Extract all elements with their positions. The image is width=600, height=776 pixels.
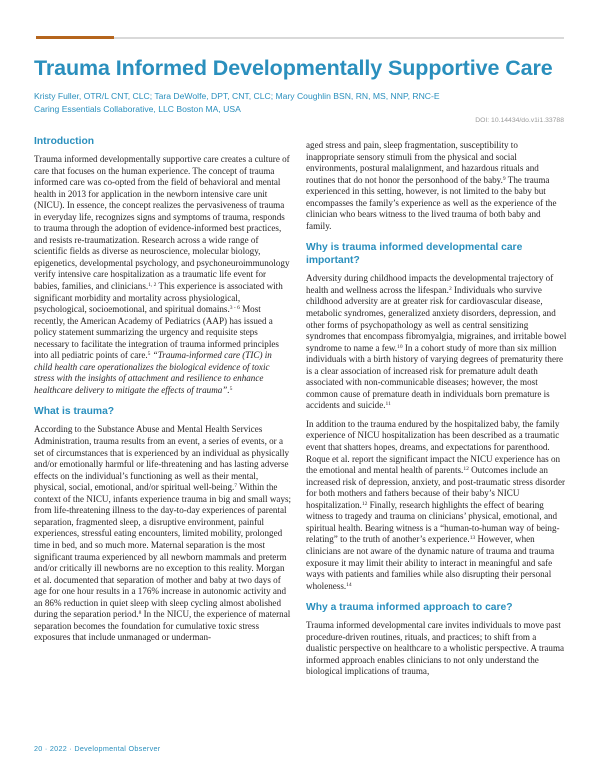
- header-divider-rule: [114, 37, 564, 39]
- why-important-paragraph-1: [306, 273, 568, 412]
- text-run: In the NICU, the experience of maternal separation becomes the foundation for cumulative toxic stress exposures that include unmanaged or underman-: [34, 609, 291, 643]
- text-run: aged stress and pain, sleep fragmentation, susceptibility to inappropriate sensory stimuli from the physical and social environments, postural malalignment, and hazardous rituals and routines that do not honor the personhood of the baby.: [306, 140, 539, 185]
- author-affiliation: Caring Essentials Collaborative, LLC Boston MA, USA: [34, 103, 241, 114]
- author-names: Kristy Fuller, OTR/L CNT, CLC; Tara DeWolfe, DPT, CNT, CLC; Mary Coughlin BSN, RN, MS, NNP, RNC-E: [34, 91, 440, 101]
- citation: 10: [397, 343, 403, 350]
- text-run: Outcomes include an increased risk of depression, anxiety, and post-traumatic stress disorder for both mothers and fathers because of their baby’s NICU hospitalization.: [306, 465, 566, 510]
- aap-quote: “Trauma-informed care (TIC) in child health care operationalizes the biological evidence of toxic stress with the insights of attachment and resilience to enhance healthcare delivery to mitigate the effects of trauma”.: [34, 350, 272, 395]
- section-heading-why-important: Why is trauma informed developmental care important?: [306, 242, 523, 267]
- text-run: In a cohort study of more than six million individuals with a birth history of varying degrees of prematurity there is a clear association of increased risk for premature adult death associated with non-communicable diseases; however, the most common cause of premature death in individuals born premature is accidents and suicide.: [306, 342, 564, 411]
- author-block: [34, 90, 440, 115]
- section-heading-why-approach: Why a trauma informed approach to care?: [306, 602, 513, 614]
- citation: 12: [361, 500, 368, 507]
- text-run: Individuals who survive childhood adversity are at greater risk for cardiovascular disease, metabolic syndromes, generalized anxiety disorders, depression, and other forms of psychopathology as well as central sensitizing syndromes that encompass fibromyalgia, migraines, and irritable bowel syndrome to name a few.: [306, 284, 567, 353]
- why-approach-paragraph: Trauma informed developmental care invites individuals to move past procedure-driven routines, rituals, and practices; to shift from a dualistic perspective on healthcare to a wholistic perspective. A trauma informed approach enables clinicians to not only understand the biological implications of trauma,: [306, 620, 565, 677]
- text-run: In addition to the trauma endured by the hospitalized baby, the family experience of NICU hospitalization has been described as a traumatic event that shatters hopes, dreams, and expectations for parenthood. Roque et al. report the significant impact the NICU experience has on the emotional and mental health of parents.: [306, 418, 561, 476]
- citation: 2: [448, 285, 452, 292]
- citation: 14: [346, 581, 352, 588]
- article-title: Trauma Informed Developmentally Supportive Care: [34, 56, 553, 80]
- citation: 9: [502, 175, 506, 182]
- citation: 3 - 6: [229, 305, 240, 312]
- section-heading-introduction: Introduction: [34, 136, 95, 147]
- citation: 8: [138, 610, 142, 617]
- text-run: The trauma experienced in this setting, however, is not limited to the baby but encompasses the family’s experience as well as the experience of the clinician who bears witness to the lived trauma of both baby and family.: [306, 174, 557, 231]
- left-column: [34, 135, 292, 644]
- intro-paragraph: [34, 154, 292, 396]
- header-accent-rule: [36, 36, 114, 39]
- text-run: Trauma informed developmentally supportive care creates a culture of care that focuses on the human experience. The concept of trauma informed care was co-opted from the field of behavioral and mental health in 2013 for application in the newborn intensive care unit (NICU). In essence, the concept realizes the pervasiveness of trauma in everyday life, recognizes signs and symptoms of trauma, responds to trauma through the adoption of evidence-informed best practices, and resists re-traumatization. Research across a wide range of scientific fields as diverse as neuroscience, molecular biology, epigenetics, developmental psychology, and psychoneuroimmunology verify intensive care hospitalization as a traumatic life event for babies, families, and clinicians.: [34, 154, 290, 292]
- section-heading-what-is-trauma: What is trauma?: [34, 406, 115, 418]
- citation: 13: [469, 535, 476, 542]
- text-run: Adversity during childhood impacts the developmental trajectory of health and wellness across the lifespan.: [306, 273, 554, 295]
- citation: 5: [229, 385, 233, 392]
- doi-label: DOI: 10.14434/do.v1i1.33788: [475, 117, 564, 124]
- citation: 12: [463, 466, 469, 473]
- text-run: This experience is associated with significant morbidity and mortality across physiological, psychological, socioemotional, and spiritual domains.: [34, 281, 283, 315]
- continued-paragraph: [306, 140, 568, 232]
- citation: 1, 2: [148, 282, 157, 289]
- page-footer: 20 · 2022 · Developmental Observer: [34, 744, 161, 753]
- text-run: Within the context of the NICU, infants experience trauma in big and small ways; from life-threatening illness to the day-to-day experiences of parental separation, fragmented sleep, a disruptive environment, painful experiences, stressful eating encounters, limited mobility, prolonged time in bed, and so much more. Maternal separation is the most significant trauma experienced by all newborn mammals and preterm and/or critically ill newborns are no exception to this reality. Morgan et al. documented that separation of mother and baby at two days of age for one hour results in a 176% increase in autonomic activity and an 86% reduction in quiet sleep with sleep cycling almost abolished during the separation period.: [34, 482, 292, 620]
- text-run: However, when clinicians are not aware of the dynamic nature of trauma and trauma exposure it may limit their ability to interact in meaningful and safe ways with patients and families while also disrupting their personal wholeness.: [306, 534, 555, 591]
- what-is-trauma-paragraph: [34, 424, 292, 643]
- citation: 11: [385, 401, 391, 408]
- text-run: Finally, research highlights the effect of bearing witness to tragedy and trauma on clinicians’ physical, emotional, and spiritual health. Bearing witness is a “human-to-human way of being-relating” to the truth of another’s experience.: [306, 499, 560, 545]
- right-column: [306, 140, 568, 678]
- text-run: According to the Substance Abuse and Mental Health Services Administration, trauma results from an event, a series of events, or a set of circumstances that is experienced by an individual as physically and/or emotionally harmful or life-threatening and has lasting adverse effects on the individual’s functioning as well as their mental, physical, social, emotional, and/or spiritual well-being.: [34, 424, 290, 493]
- citation: 5: [147, 351, 151, 358]
- text-run: Most recently, the American Academy of Pediatrics (AAP) has issued a policy statement summarizing the urgency and requisite steps necessary to facilitate the integration of trauma informed principles into all pediatric points of care.: [34, 304, 279, 361]
- citation: 7: [234, 483, 238, 490]
- why-important-paragraph-2: [306, 419, 568, 592]
